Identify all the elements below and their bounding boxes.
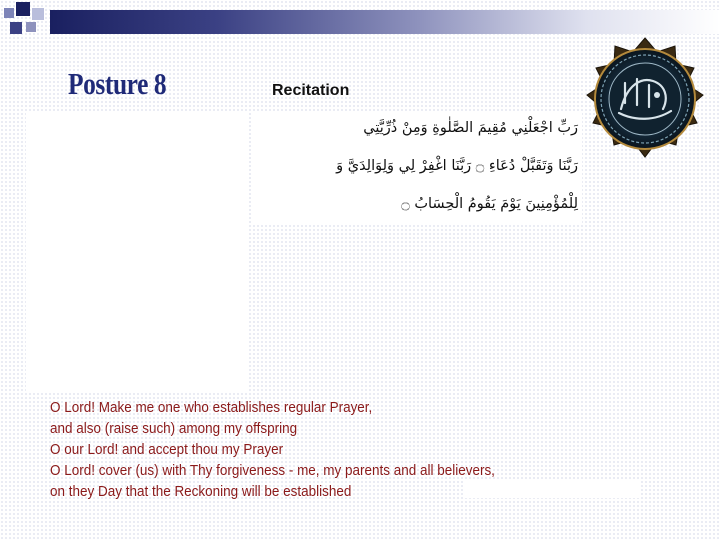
decor-square xyxy=(10,22,22,34)
header-gradient-bar xyxy=(50,10,720,34)
decor-square xyxy=(26,22,36,32)
arabic-line: رَبَّنَا وَتَقَبَّلْ دُعَاءِ ۝ رَبَّنَا اغْفِرْ لِي وَلِوَالِدَيَّ وَ xyxy=(336,158,578,174)
arabic-recitation-box xyxy=(252,112,582,224)
decor-square xyxy=(16,2,30,16)
translation-line: on they Day that the Reckoning will be established xyxy=(50,484,352,500)
posture-figure-panel xyxy=(26,112,248,392)
slide-title: Posture 8 xyxy=(68,66,167,101)
recitation-label: Recitation xyxy=(272,82,350,99)
arabic-line: لِلْمُؤْمِنِينَ يَوْمَ يَقُومُ الْحِسَابُ ۝ xyxy=(401,196,578,212)
decorative-header-band xyxy=(0,0,720,40)
blank-strip xyxy=(464,480,640,498)
arabic-line: رَبِّ اجْعَلْنِي مُقِيمَ الصَّلٰوةِ وَمِنْ ذُرِّيَّتِي xyxy=(363,120,578,136)
translation-line: O Lord! Make me one who establishes regular Prayer, xyxy=(50,400,373,416)
decor-square xyxy=(4,8,14,18)
translation-line: O our Lord! and accept thou my Prayer xyxy=(50,442,284,458)
translation-text xyxy=(50,398,495,503)
translation-line: and also (raise such) among my offspring xyxy=(50,421,298,437)
translation-line: O Lord! cover (us) with Thy forgiveness - me, my parents and all believers, xyxy=(50,463,495,479)
decor-square xyxy=(32,8,44,20)
calligraphy-medallion-icon xyxy=(582,36,708,162)
